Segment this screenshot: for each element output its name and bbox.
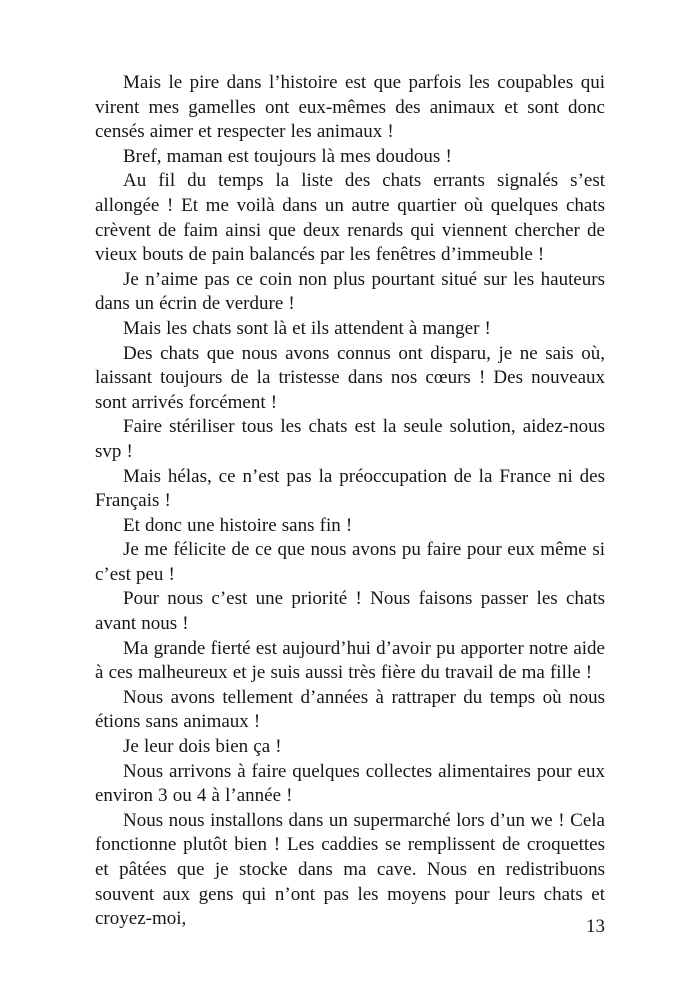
paragraph: Je leur dois bien ça ! [123,736,282,758]
paragraph: Nous arrivons à faire quelques collectes alimentaires pour eux environ 3 ou 4 à l’année ! [95,760,605,807]
paragraph: Bref, maman est toujours là mes doudous ! [123,145,452,167]
paragraph: Nous avons tellement d’années à rattraper du temps où nous étions sans animaux ! [95,686,605,733]
page-number: 13 [586,916,605,937]
paragraph: Je n’aime pas ce coin non plus pourtant situé sur les hauteurs dans un écrin de verdure ! [95,268,605,315]
paragraph: Mais les chats sont là et ils attendent à manger ! [123,317,491,339]
paragraph: Ma grande fierté est aujourd’hui d’avoir pu apporter notre aide à ces malheureux et je suis aussi très fière du travail de ma fille ! [95,637,605,684]
paragraph: Je me félicite de ce que nous avons pu faire pour eux même si c’est peu ! [95,539,605,585]
paragraph: Au fil du temps la liste des chats errants signalés s’est allongée ! Et me voilà dans un autre quartier où quelques chats crèvent de faim ainsi que deux renards qui viennent chercher de vieux bouts de pain balancés par les fenêtres d’immeuble ! [95,170,605,266]
paragraph: Et donc une histoire sans fin ! [123,514,353,536]
paragraph: Des chats que nous avons connus ont disparu, je ne sais où, laissant toujours de la tristesse dans nos cœurs ! Des nouveaux sont arrivés forcément ! [95,342,605,413]
paragraph: Faire stériliser tous les chats est la seule solution, aidez-nous svp ! [95,416,605,462]
paragraph: Mais hélas, ce n’est pas la préoccupation de la France ni des Français ! [95,465,605,512]
paragraph: Nous nous installons dans un supermarché lors d’un we ! Cela fonctionne plutôt bien ! Les caddies se remplissent de croquettes et pâtées que je stocke dans ma cave. Nous en redistribuons souvent aux gens qui n’ont pas les moyens pour leurs chats et croyez-moi, [95,809,605,930]
paragraph: Pour nous c’est une priorité ! Nous faisons passer les chats avant nous ! [95,588,605,635]
page-text [95,71,605,932]
paragraph: Mais le pire dans l’histoire est que parfois les coupables qui virent mes gamelles ont eux-mêmes des animaux et sont donc censés aimer et respecter les animaux ! [95,72,605,143]
